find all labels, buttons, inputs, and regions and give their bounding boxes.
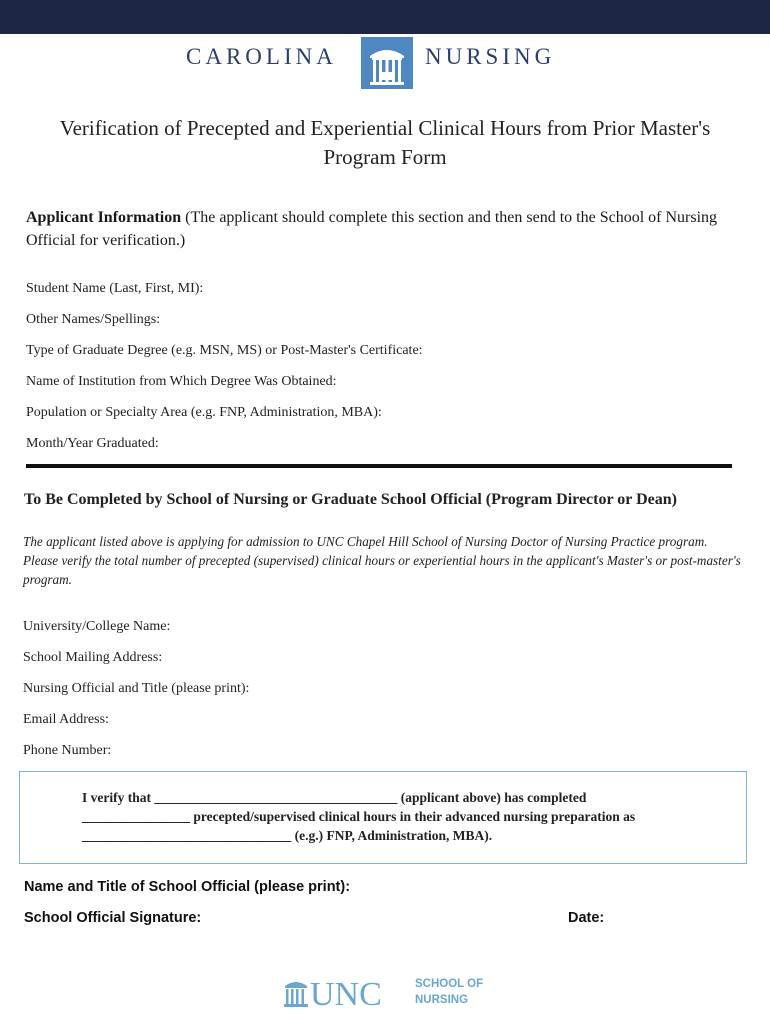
date-field[interactable]: Date: — [568, 910, 605, 926]
signature-field[interactable]: School Official Signature: — [24, 910, 202, 926]
degree-type-field[interactable]: Type of Graduate Degree (e.g. MSN, MS) or Post-Master's Certificate: — [26, 343, 423, 358]
other-names-field[interactable]: Other Names/Spellings: — [26, 312, 161, 327]
university-name-field[interactable]: University/College Name: — [23, 619, 171, 634]
page-title — [20, 114, 750, 172]
official-instructions: The applicant listed above is applying for admission to UNC Chapel Hill School of Nursing Doctor of Nursing Practice program. Please verify the total number of precepted (supervised) clinical hours or experiential hours in the applicant's Master's or post-master's program. — [23, 534, 741, 587]
graduation-date-field[interactable]: Month/Year Graduated: — [26, 436, 159, 451]
school-of-nursing-text — [415, 976, 483, 1008]
applicant-info-instructions: (The applicant should complete this section and then send to the School of Nursing Official for verification.) — [26, 209, 718, 249]
specialty-field[interactable]: Population or Specialty Area (e.g. FNP, Administration, MBA): — [26, 405, 382, 420]
verify-line-2[interactable]: ________________ precepted/supervised clinical hours in their advanced nursing preparation as — [82, 809, 636, 824]
student-name-field[interactable]: Student Name (Last, First, MI): — [26, 281, 204, 296]
carolina-nursing-brand — [0, 36, 770, 92]
brand-carolina: CAROLINA — [186, 44, 337, 69]
unc-school-of-nursing-logo — [284, 974, 494, 1014]
old-well-icon — [360, 36, 414, 90]
section-divider — [26, 464, 732, 468]
verify-line-3[interactable]: _______________________________ (e.g.) FNP, Administration, MBA). — [82, 828, 493, 843]
unc-wordmark: UNC — [310, 976, 382, 1013]
verification-box — [19, 771, 747, 864]
mailing-address-field[interactable]: School Mailing Address: — [23, 650, 163, 665]
official-section-heading: To Be Completed by School of Nursing or Graduate School Official (Program Director or Dean) — [24, 491, 677, 508]
institution-field[interactable]: Name of Institution from Which Degree Was Obtained: — [26, 374, 337, 389]
title-line-2: Program Form — [323, 145, 447, 169]
verify-line-1[interactable]: I verify that ____________________________________ (applicant above) has completed — [82, 790, 587, 805]
old-well-icon — [284, 978, 308, 1008]
email-field[interactable]: Email Address: — [23, 712, 109, 727]
brand-nursing: NURSING — [425, 44, 556, 69]
official-name-title-field[interactable]: Name and Title of School Official (please print): — [24, 879, 351, 895]
applicant-info-label: Applicant Information — [26, 209, 182, 226]
school-line-2: NURSING — [415, 994, 469, 1006]
top-banner — [0, 0, 770, 34]
phone-field[interactable]: Phone Number: — [23, 743, 112, 758]
school-line-1: SCHOOL OF — [415, 978, 484, 990]
applicant-info-heading — [26, 206, 746, 252]
verification-statement — [82, 788, 722, 845]
title-line-1: Verification of Precepted and Experiential Clinical Hours from Prior Master's — [59, 116, 711, 140]
official-title-field[interactable]: Nursing Official and Title (please print): — [23, 681, 250, 696]
